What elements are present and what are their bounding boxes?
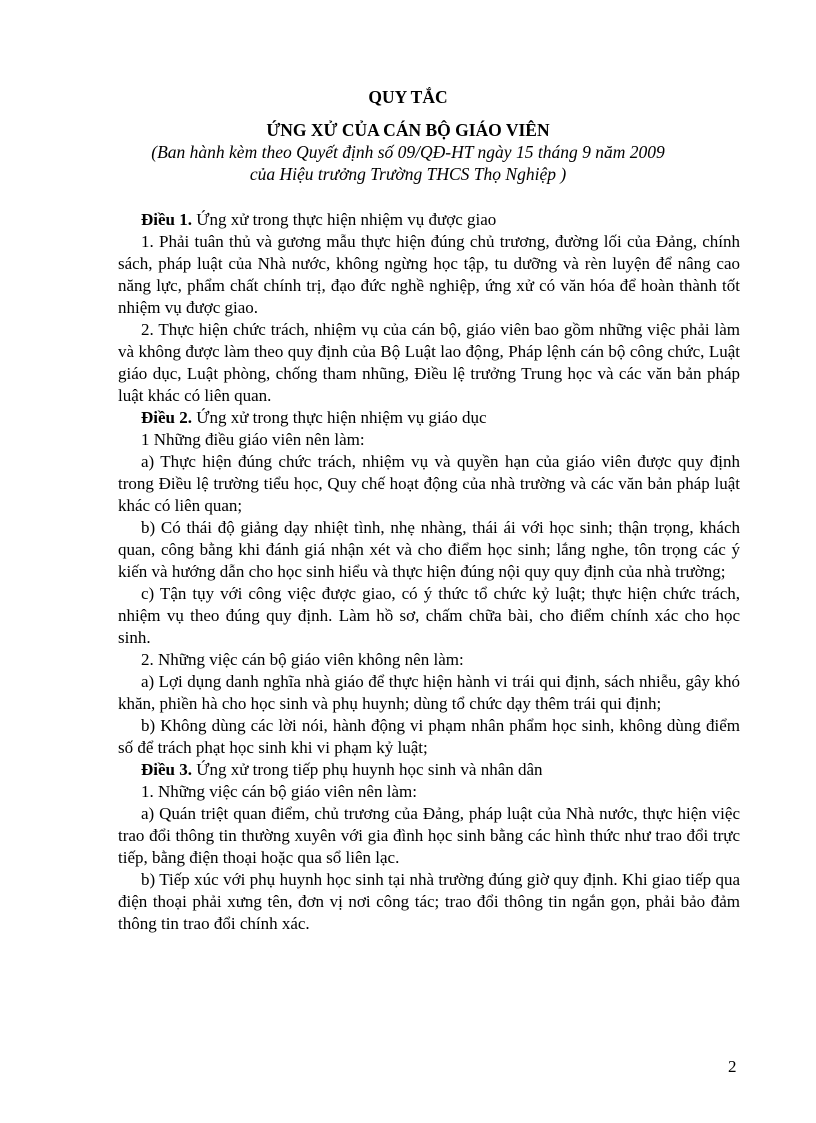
article-3-heading (118, 759, 740, 781)
article-label: Điều 2. (141, 408, 192, 427)
issued-note-line-2: của Hiệu trưởng Trường THCS Thọ Nghiệp ) (249, 164, 567, 184)
article-title: Ứng xử trong tiếp phụ huynh học sinh và nhân dân (192, 760, 543, 779)
article-title: Ứng xử trong thực hiện nhiệm vụ được giao (192, 210, 497, 229)
paragraph: b) Không dùng các lời nói, hành động vi phạm nhân phẩm học sinh, không dùng điểm số để trách phạt học sinh khi vi phạm kỷ luật; (118, 716, 740, 757)
paragraph: 1. Những việc cán bộ giáo viên nên làm: (141, 782, 417, 801)
document-body (118, 209, 740, 935)
paragraph: b) Tiếp xúc với phụ huynh học sinh tại nhà trường đúng giờ quy định. Khi giao tiếp qua điện thoại phải xưng tên, đơn vị nơi công tác; trao đổi thông tin ngắn gọn, phải bảo đảm thông tin trao đổi chính xác. (118, 870, 740, 933)
page-number: 2 (728, 1057, 737, 1076)
article-2-heading (118, 407, 740, 429)
paragraph: a) Thực hiện đúng chức trách, nhiệm vụ và quyền hạn của giáo viên được quy định trong Điều lệ trường tiểu học, Quy chế hoạt động của nhà trường và các văn bản pháp luật khác có liên quan; (118, 452, 740, 515)
paragraph: b) Có thái độ giảng dạy nhiệt tình, nhẹ nhàng, thái ái với học sinh; thận trọng, khách quan, công bằng khi đánh giá nhận xét và cho điểm học sinh; lắng nghe, tôn trọng các ý kiến và hướng dẫn cho học sinh hiểu và thực hiện đúng nội quy quy định của nhà trường; (118, 518, 740, 581)
document-subtitle: ỨNG XỬ CỦA CÁN BỘ GIÁO VIÊN (266, 120, 550, 140)
paragraph: 2. Thực hiện chức trách, nhiệm vụ của cán bộ, giáo viên bao gồm những việc phải làm và không được làm theo quy định của Bộ Luật lao động, Pháp lệnh cán bộ công chức, Luật giáo dục, Luật phòng, chống tham nhũng, Điều lệ trưởng Trung học và các văn bản pháp luật khác có liên quan. (118, 320, 740, 405)
paragraph: a) Lợi dụng danh nghĩa nhà giáo để thực hiện hành vi trái qui định, sách nhiễu, gây khó khăn, phiền hà cho học sinh và phụ huynh; dùng tổ chức dạy thêm trái qui định; (118, 672, 740, 713)
paragraph: 2. Những việc cán bộ giáo viên không nên làm: (141, 650, 464, 669)
article-label: Điều 1. (141, 210, 192, 229)
paragraph: a) Quán triệt quan điểm, chủ trương của Đảng, pháp luật của Nhà nước, thực hiện việc trao đổi thông tin thường xuyên với gia đình học sinh bằng các hình thức như trao đổi trực tiếp, bằng điện thoại hoặc qua sổ liên lạc. (118, 804, 740, 867)
issued-note-line-1: (Ban hành kèm theo Quyết định số 09/QĐ-HT ngày 15 tháng 9 năm 2009 (151, 142, 665, 162)
article-label: Điều 3. (141, 760, 192, 779)
page-title: QUY TẮC (368, 87, 448, 107)
article-1-heading (118, 209, 740, 231)
paragraph: 1 Những điều giáo viên nên làm: (141, 430, 365, 449)
article-title: Ứng xử trong thực hiện nhiệm vụ giáo dục (192, 408, 487, 427)
paragraph: c) Tận tụy với công việc được giao, có ý thức tổ chức kỷ luật; thực hiện chức trách, nhiệm vụ theo đúng quy định. Làm hồ sơ, chấm chữa bài, cho điểm chính xác cho học sinh. (118, 584, 740, 647)
paragraph: 1. Phải tuân thủ và gương mẫu thực hiện đúng chủ trương, đường lối của Đảng, chính sách, pháp luật của Nhà nước, không ngừng học tập, tu dưỡng và rèn luyện để nâng cao năng lực, phẩm chất chính trị, đạo đức nghề nghiệp, ứng xử có văn hóa để hoàn thành tốt nhiệm vụ được giao. (118, 232, 740, 317)
